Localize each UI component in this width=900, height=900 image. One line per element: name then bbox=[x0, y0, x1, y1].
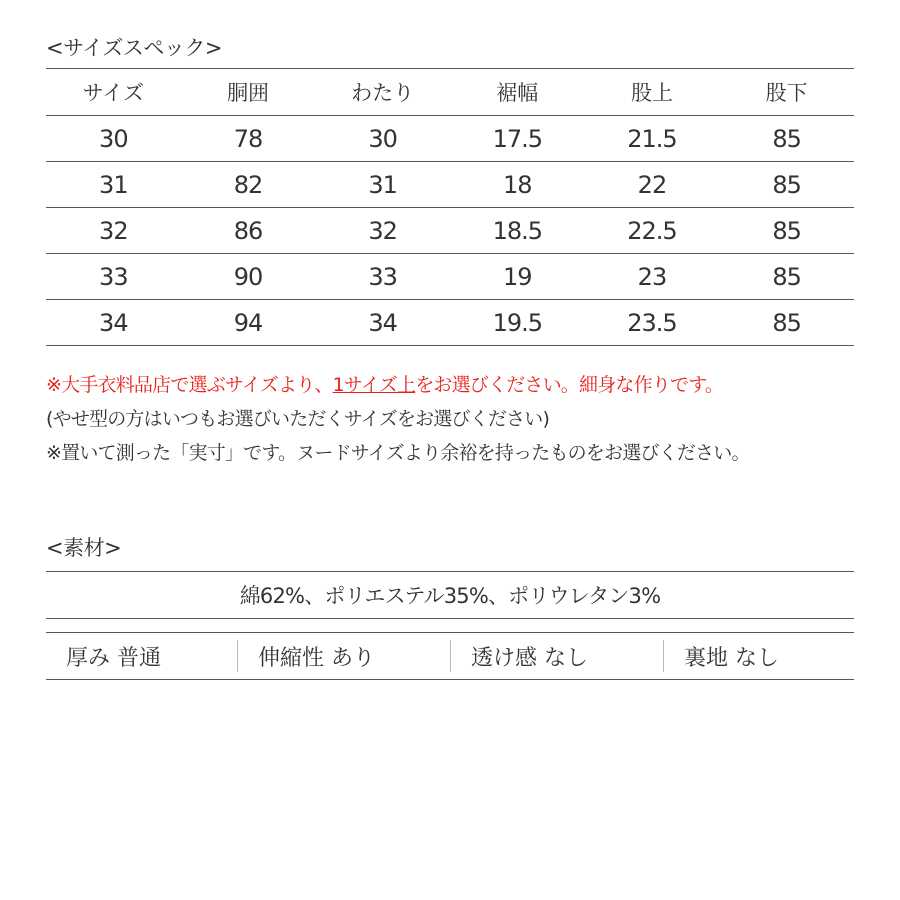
cell-hem-width: 18 bbox=[450, 162, 585, 208]
fabric-properties bbox=[46, 632, 854, 680]
cell-inseam: 85 bbox=[719, 300, 854, 346]
cell-thigh: 34 bbox=[315, 300, 450, 346]
cell-size: 34 bbox=[46, 300, 181, 346]
header-thigh: わたり bbox=[315, 69, 450, 116]
slim-build-note: (やせ型の方はいつもお選びいただくサイズをお選びください) bbox=[46, 408, 550, 430]
header-size: サイズ bbox=[46, 69, 181, 116]
cell-waist: 86 bbox=[181, 208, 316, 254]
cell-size: 30 bbox=[46, 116, 181, 162]
table-row bbox=[46, 162, 854, 208]
size-spec-title: <サイズスペック> bbox=[46, 36, 223, 60]
cell-rise: 23 bbox=[585, 254, 720, 300]
cell-inseam: 85 bbox=[719, 208, 854, 254]
cell-hem-width: 19.5 bbox=[450, 300, 585, 346]
cell-thigh: 33 bbox=[315, 254, 450, 300]
cell-waist: 90 bbox=[181, 254, 316, 300]
table-row bbox=[46, 254, 854, 300]
header-inseam: 股下 bbox=[719, 69, 854, 116]
cell-inseam: 85 bbox=[719, 162, 854, 208]
fabric-composition: 綿62%、ポリエステル35%、ポリウレタン3% bbox=[46, 571, 854, 619]
cell-waist: 82 bbox=[181, 162, 316, 208]
cell-size: 32 bbox=[46, 208, 181, 254]
table-row bbox=[46, 300, 854, 346]
property-stretch: 伸縮性 あり bbox=[237, 640, 450, 672]
material-title: <素材> bbox=[46, 536, 122, 560]
cell-size: 31 bbox=[46, 162, 181, 208]
cell-waist: 78 bbox=[181, 116, 316, 162]
cell-hem-width: 18.5 bbox=[450, 208, 585, 254]
sizing-advice-text: ※大手衣料品店で選ぶサイズより、 bbox=[46, 374, 333, 396]
cell-inseam: 85 bbox=[719, 116, 854, 162]
cell-rise: 23.5 bbox=[585, 300, 720, 346]
header-hem-width: 裾幅 bbox=[450, 69, 585, 116]
property-sheerness: 透け感 なし bbox=[450, 640, 663, 672]
cell-rise: 21.5 bbox=[585, 116, 720, 162]
size-notes bbox=[46, 368, 854, 470]
cell-size: 33 bbox=[46, 254, 181, 300]
sizing-advice-text-end: をお選びください。細身な作りです。 bbox=[415, 374, 724, 396]
sizing-advice-note bbox=[46, 368, 854, 402]
table-row bbox=[46, 116, 854, 162]
table-header-row bbox=[46, 69, 854, 116]
cell-rise: 22.5 bbox=[585, 208, 720, 254]
cell-thigh: 30 bbox=[315, 116, 450, 162]
cell-hem-width: 17.5 bbox=[450, 116, 585, 162]
measurement-note: ※置いて測った「実寸」です。ヌードサイズより余裕を持ったものをお選びください。 bbox=[46, 442, 750, 464]
property-thickness: 厚み 普通 bbox=[66, 645, 161, 671]
table-row bbox=[46, 208, 854, 254]
property-lining: 裏地 なし bbox=[663, 640, 854, 672]
size-spec-table bbox=[46, 68, 854, 346]
header-rise: 股上 bbox=[585, 69, 720, 116]
cell-hem-width: 19 bbox=[450, 254, 585, 300]
cell-thigh: 32 bbox=[315, 208, 450, 254]
cell-inseam: 85 bbox=[719, 254, 854, 300]
cell-rise: 22 bbox=[585, 162, 720, 208]
size-up-emphasis: 1サイズ上 bbox=[332, 374, 416, 396]
header-waist: 胴囲 bbox=[181, 69, 316, 116]
cell-thigh: 31 bbox=[315, 162, 450, 208]
cell-waist: 94 bbox=[181, 300, 316, 346]
